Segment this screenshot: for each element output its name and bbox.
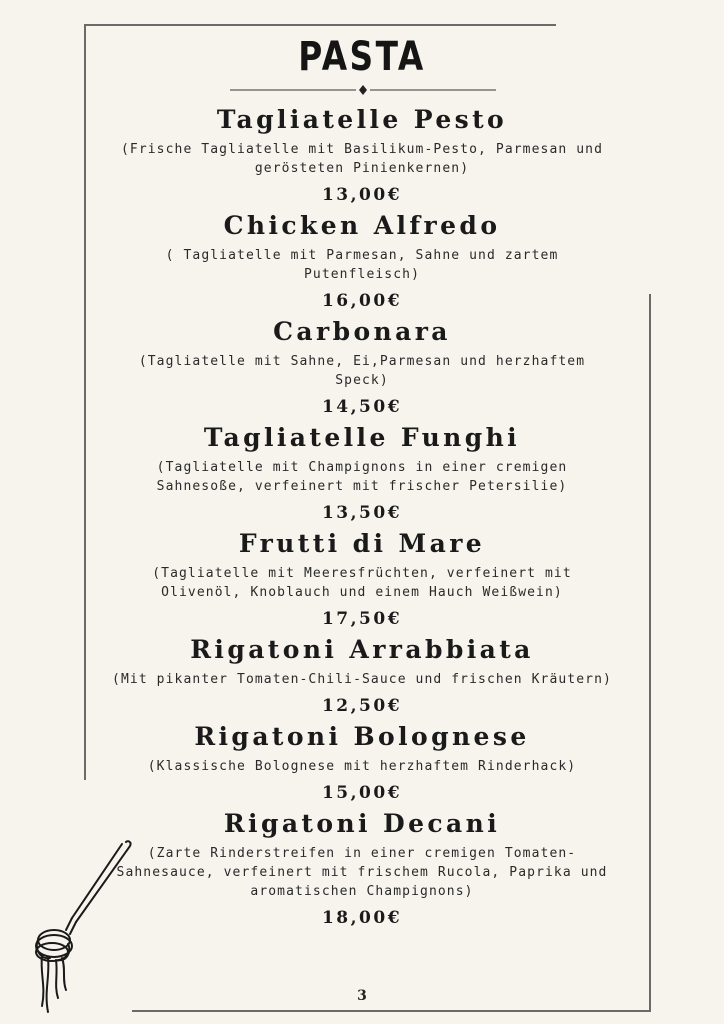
menu-item-price: 12,50€: [321, 696, 403, 716]
menu-item-description: (Frische Tagliatelle mit Basilikum-Pesto, Parmesan und gerösteten Pinienkernen): [120, 142, 604, 176]
menu-item-price: 14,50€: [321, 397, 403, 417]
frame-left-line: [84, 24, 86, 780]
menu-item: [110, 208, 614, 314]
menu-item-name: Rigatoni Bolognese: [194, 722, 530, 751]
menu-item: [110, 806, 614, 931]
menu-item-name: Carbonara: [273, 317, 451, 346]
menu-item-price: 18,00€: [321, 908, 403, 928]
menu-item: [110, 719, 614, 806]
menu-item: [110, 420, 614, 526]
menu-item-name: Tagliatelle Funghi: [203, 423, 521, 452]
menu-item-description: (Tagliatelle mit Champignons in einer cremigen Sahnesoße, verfeinert mit frischer Petersilie): [156, 460, 568, 494]
menu-item-description: (Tagliatelle mit Meeresfrüchten, verfeinert mit Olivenöl, Knoblauch und einem Hauch Weißwein): [152, 566, 572, 600]
page-number: 3: [357, 988, 367, 1004]
menu-item-name: Rigatoni Arrabbiata: [190, 635, 534, 664]
menu-item: [110, 102, 614, 208]
frame-top-line: [84, 24, 556, 26]
menu-item-price: 13,50€: [321, 503, 403, 523]
menu-item-description: (Mit pikanter Tomaten-Chili-Sauce und frischen Kräutern): [112, 672, 612, 687]
menu-item-description: (Tagliatelle mit Sahne, Ei,Parmesan und herzhaftem Speck): [138, 354, 586, 388]
page-title: PASTA: [298, 34, 426, 80]
menu-item-name: Rigatoni Decani: [223, 809, 501, 838]
menu-item-description: (Zarte Rinderstreifen in einer cremigen Tomaten-Sahnesauce, verfeinert mit frischem Rucola, Paprika und aromatischen Champignons): [116, 846, 608, 899]
menu-item-price: 15,00€: [321, 783, 403, 803]
fork-with-spaghetti-icon: [28, 836, 138, 1016]
menu-item-price: 13,00€: [321, 185, 403, 205]
menu-item-price: 16,00€: [321, 291, 403, 311]
title-divider-ornament: [230, 84, 496, 96]
frame-right-line: [649, 294, 651, 1012]
menu-list: [110, 102, 614, 931]
menu-item-name: Tagliatelle Pesto: [216, 105, 508, 134]
frame-bottom-line: [132, 1010, 651, 1012]
menu-item-price: 17,50€: [321, 609, 403, 629]
menu-item-name: Chicken Alfredo: [223, 211, 501, 240]
menu-item: [110, 632, 614, 719]
menu-item: [110, 314, 614, 420]
menu-item-description: ( Tagliatelle mit Parmesan, Sahne und zartem Putenfleisch): [165, 248, 559, 282]
menu-item: [110, 526, 614, 632]
menu-item-name: Frutti di Mare: [238, 529, 486, 558]
menu-item-description: (Klassische Bolognese mit herzhaftem Rinderhack): [147, 759, 577, 774]
